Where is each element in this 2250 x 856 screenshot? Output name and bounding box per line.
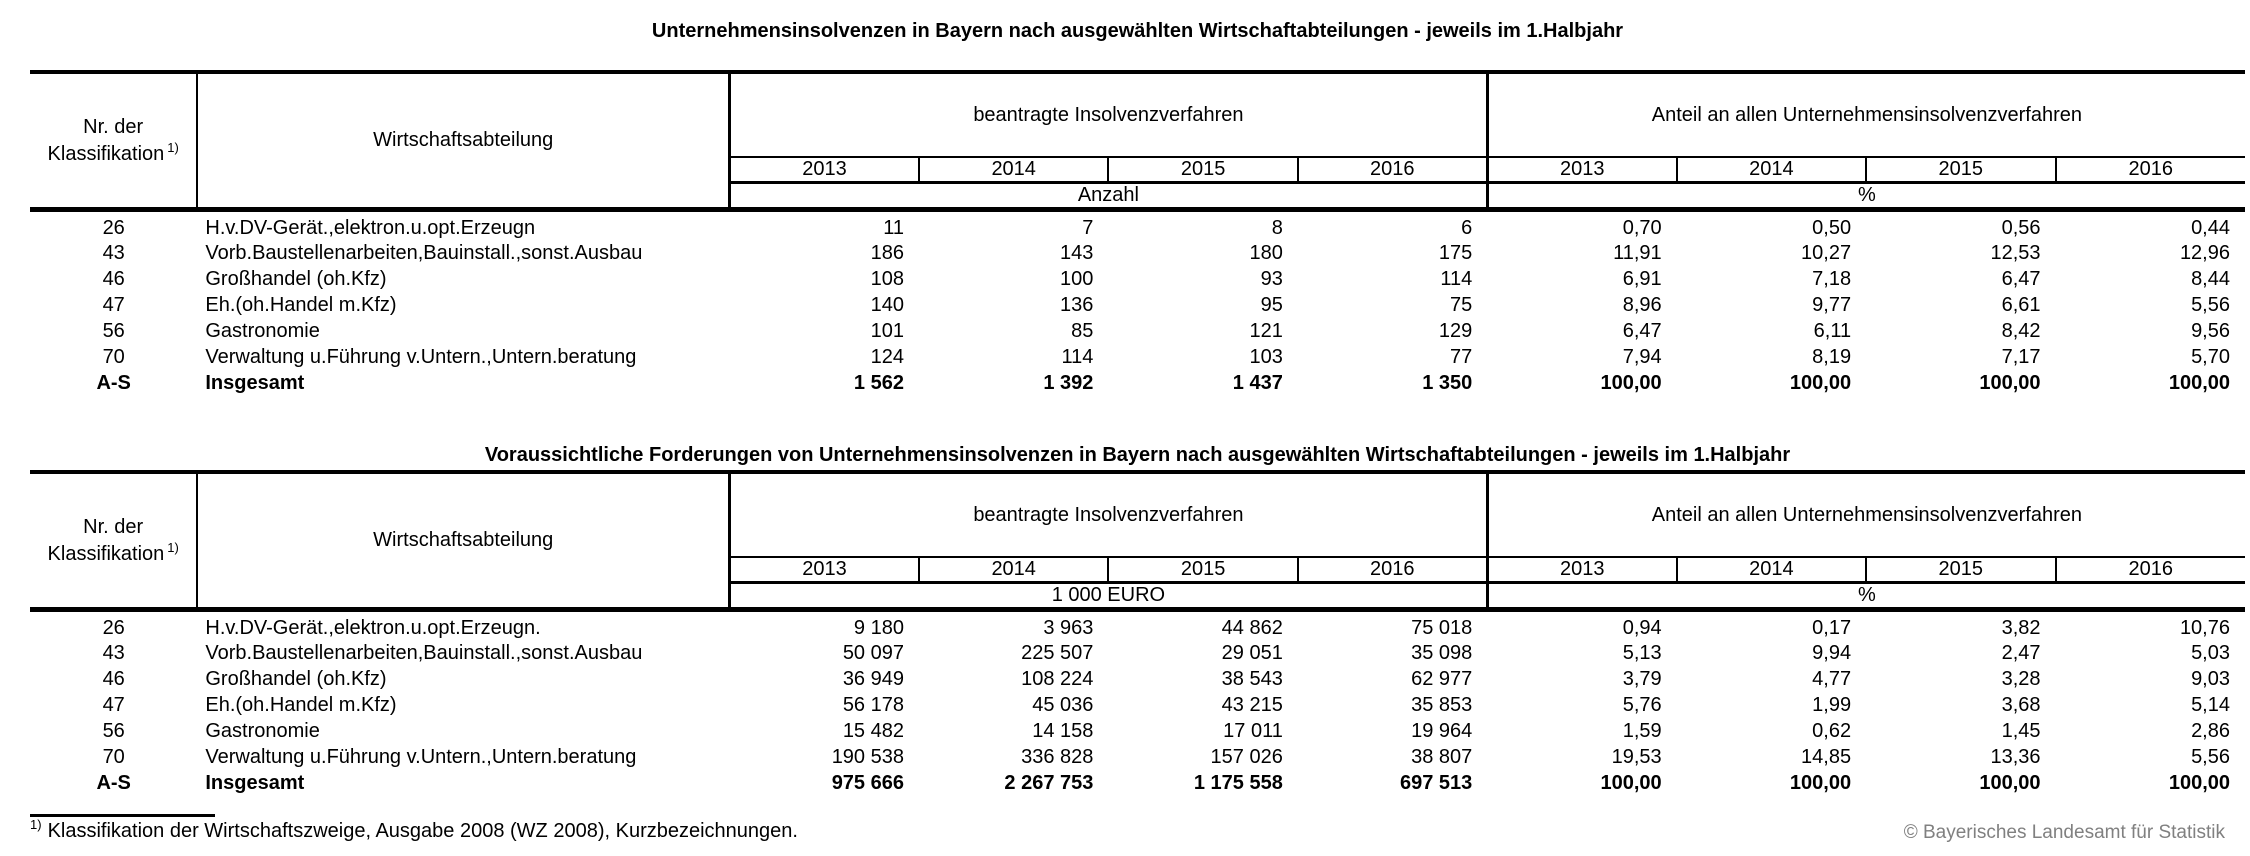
sector-label: H.v.DV-Gerät.,elektron.u.opt.Erzeugn [205, 217, 536, 239]
value-cell: 0,17 [1812, 617, 1852, 639]
table-row [30, 240, 2245, 266]
table-header [30, 472, 2245, 610]
value-cell: 5,56 [2191, 293, 2230, 316]
classification-header-line1: Nr. der [83, 515, 144, 538]
sector-label: Vorb.Baustellenarbeiten,Bauinstall.,sonst.Ausbau [205, 641, 643, 664]
value-cell: 9,94 [1812, 641, 1852, 664]
group-header-share: Anteil an allen Unternehmensinsolvenzverfahren [1487, 72, 2245, 157]
year-header: 2013 [730, 157, 919, 183]
value-cell: 93 [1260, 267, 1283, 290]
value-cell: 143 [1060, 241, 1094, 264]
group-header-counts: beantragte Insolvenzverfahren [730, 472, 1488, 557]
sector-label: Großhandel (oh.Kfz) [205, 667, 387, 690]
value-cell: 100 [1060, 267, 1094, 290]
classification-number: 26 [102, 617, 125, 639]
value-cell: 8,19 [1812, 345, 1852, 368]
sector-column-header: Wirtschaftsabteilung [197, 472, 729, 610]
group-header-counts: beantragte Insolvenzverfahren [730, 72, 1488, 157]
value-cell: 180 [1249, 241, 1283, 264]
value-cell: 9,56 [2191, 319, 2230, 342]
value-cell: 1,45 [2001, 719, 2041, 742]
sector-label: Eh.(oh.Handel m.Kfz) [205, 293, 397, 316]
sector-label: Verwaltung u.Führung v.Untern.,Untern.beratung [205, 345, 637, 368]
classification-number: A-S [96, 371, 131, 394]
value-cell: 5,14 [2191, 693, 2230, 716]
value-cell: 100,00 [1600, 771, 1662, 794]
year-header: 2015 [1108, 557, 1297, 583]
year-header: 2015 [1866, 157, 2055, 183]
value-cell: 100,00 [2168, 371, 2230, 394]
value-cell: 190 538 [831, 745, 904, 768]
sector-label: Verwaltung u.Führung v.Untern.,Untern.beratung [205, 745, 637, 768]
value-cell: 95 [1260, 293, 1283, 316]
year-header: 2016 [1298, 157, 1487, 183]
table-title-claims: Voraussichtliche Forderungen von Unternehmensinsolvenzen in Bayern nach ausgewählten Wirtschaftabteilungen - jeweils im 1.Halbjahr [484, 444, 1791, 466]
classification-number: 70 [102, 345, 125, 368]
value-cell: 36 949 [842, 667, 904, 690]
unit-header-euro: 1 000 EURO [730, 583, 1488, 610]
value-cell: 2,86 [2191, 719, 2230, 742]
value-cell: 975 666 [831, 771, 904, 794]
value-cell: 35 853 [1411, 693, 1473, 716]
value-cell: 1 350 [1422, 371, 1473, 394]
value-cell: 157 026 [1210, 745, 1283, 768]
year-header: 2016 [2056, 557, 2245, 583]
value-cell: 7,18 [1812, 267, 1852, 290]
value-cell: 15 482 [842, 719, 904, 742]
value-cell: 6,47 [1622, 319, 1662, 342]
value-cell: 108 224 [1021, 667, 1094, 690]
value-cell: 5,56 [2191, 745, 2230, 768]
value-cell: 1 437 [1232, 371, 1283, 394]
value-cell: 35 098 [1411, 641, 1473, 664]
value-cell: 100,00 [1789, 771, 1852, 794]
table-body [30, 210, 2245, 397]
value-cell: 19,53 [1611, 745, 1662, 768]
value-cell: 0,56 [2001, 217, 2041, 239]
sector-label: Gastronomie [205, 719, 320, 742]
value-cell: 8,42 [2001, 319, 2041, 342]
value-cell: 7,94 [1622, 345, 1662, 368]
value-cell: 100,00 [1600, 371, 1662, 394]
value-cell: 9,77 [1812, 293, 1852, 316]
value-cell: 44 862 [1221, 617, 1283, 639]
year-header: 2015 [1866, 557, 2055, 583]
year-header: 2014 [1677, 157, 1866, 183]
sector-label: Insgesamt [205, 371, 305, 394]
footnote-ref: 1) [167, 139, 179, 155]
value-cell: 17 011 [1223, 719, 1283, 742]
year-header: 2014 [919, 157, 1108, 183]
value-cell: 5,76 [1622, 693, 1662, 716]
value-cell: 12,53 [1990, 241, 2041, 264]
value-cell: 124 [870, 345, 904, 368]
value-cell: 56 178 [842, 693, 904, 716]
value-cell: 50 097 [842, 641, 904, 664]
classification-number: 26 [102, 217, 125, 239]
value-cell: 103 [1249, 345, 1283, 368]
value-cell: 45 036 [1032, 693, 1094, 716]
value-cell: 3,68 [2001, 693, 2041, 716]
header-row-groups [30, 472, 2245, 557]
value-cell: 9,03 [2191, 667, 2230, 690]
value-cell: 1,99 [1812, 693, 1852, 716]
value-cell: 0,94 [1622, 617, 1662, 639]
value-cell: 175 [1438, 241, 1473, 264]
value-cell: 129 [1438, 319, 1473, 342]
sector-label: Großhandel (oh.Kfz) [205, 267, 387, 290]
copyright-notice: © Bayerisches Landesamt für Statistik [1903, 822, 2225, 843]
value-cell: 6,61 [2001, 293, 2041, 316]
footnote-ref: 1) [167, 539, 179, 555]
value-cell: 6,91 [1622, 267, 1662, 290]
sector-column-header: Wirtschaftsabteilung [197, 72, 729, 210]
value-cell: 5,13 [1622, 641, 1662, 664]
value-cell: 5,70 [2191, 345, 2230, 368]
classification-number: 43 [102, 641, 125, 664]
value-cell: 336 828 [1021, 745, 1094, 768]
table-total-row [30, 370, 2245, 396]
year-header: 2013 [1487, 557, 1676, 583]
value-cell: 225 507 [1021, 641, 1094, 664]
value-cell: 0,70 [1622, 217, 1662, 239]
year-header: 2016 [2056, 157, 2245, 183]
value-cell: 14 158 [1032, 719, 1094, 742]
insolvency-count-table [30, 70, 2245, 396]
value-cell: 100,00 [1979, 771, 2041, 794]
value-cell: 8 [1271, 217, 1283, 239]
classification-column-header [30, 72, 197, 210]
value-cell: 136 [1060, 293, 1094, 316]
value-cell: 114 [1061, 345, 1094, 368]
unit-header-percent: % [1487, 583, 2245, 610]
value-cell: 140 [870, 293, 904, 316]
year-header: 2015 [1108, 157, 1297, 183]
value-cell: 100,00 [1789, 371, 1852, 394]
year-header: 2016 [1298, 557, 1487, 583]
header-row-groups [30, 72, 2245, 157]
value-cell: 3,79 [1622, 667, 1662, 690]
value-cell: 0,44 [2191, 217, 2230, 239]
table-row [30, 640, 2245, 666]
value-cell: 43 215 [1221, 693, 1283, 716]
value-cell: 5,03 [2191, 641, 2230, 664]
table-header [30, 72, 2245, 210]
classification-number: 70 [102, 745, 125, 768]
value-cell: 8,96 [1622, 293, 1662, 316]
classification-column-header [30, 472, 197, 610]
value-cell: 38 543 [1221, 667, 1283, 690]
value-cell: 3 963 [1043, 617, 1094, 639]
value-cell: 3,28 [2001, 667, 2041, 690]
value-cell: 11 [883, 217, 904, 239]
footnote-divider [30, 814, 215, 817]
table-row [30, 718, 2245, 744]
table-row [30, 292, 2245, 318]
classification-number: 56 [102, 719, 125, 742]
sector-label: Vorb.Baustellenarbeiten,Bauinstall.,sonst.Ausbau [205, 241, 643, 264]
classification-number: 46 [102, 267, 125, 290]
table-row [30, 692, 2245, 718]
value-cell: 6 [1461, 217, 1473, 239]
footnote-marker: 1) [30, 817, 42, 833]
sector-label: Eh.(oh.Handel m.Kfz) [205, 693, 397, 716]
value-cell: 75 018 [1411, 617, 1473, 639]
value-cell: 29 051 [1221, 641, 1283, 664]
value-cell: 38 807 [1411, 745, 1473, 768]
value-cell: 186 [870, 241, 904, 264]
value-cell: 1,59 [1622, 719, 1662, 742]
classification-number: 47 [102, 693, 125, 716]
value-cell: 10,27 [1801, 241, 1852, 264]
sector-label: H.v.DV-Gerät.,elektron.u.opt.Erzeugn. [205, 617, 541, 639]
value-cell: 1 392 [1043, 371, 1094, 394]
value-cell: 75 [1450, 293, 1473, 316]
value-cell: 7,17 [2001, 345, 2041, 368]
classification-header-line2: Klassifikation [47, 142, 165, 165]
value-cell: 6,47 [2001, 267, 2041, 290]
claims-table [30, 470, 2245, 796]
sector-label: Insgesamt [205, 771, 305, 794]
value-cell: 10,76 [2179, 617, 2230, 639]
value-cell: 19 964 [1411, 719, 1473, 742]
table-title-insolvencies: Unternehmensinsolvenzen in Bayern nach ausgewählten Wirtschaftabteilungen - jeweils im 1.Halbjahr [651, 20, 1624, 42]
value-cell: 101 [870, 319, 904, 342]
value-cell: 100,00 [2168, 771, 2230, 794]
value-cell: 1 562 [853, 371, 904, 394]
classification-number: 43 [102, 241, 125, 264]
sector-label: Gastronomie [205, 319, 320, 342]
value-cell: 2 267 753 [1004, 771, 1094, 794]
classification-number: 46 [102, 667, 125, 690]
value-cell: 85 [1071, 319, 1094, 342]
group-header-share: Anteil an allen Unternehmensinsolvenzverfahren [1487, 472, 2245, 557]
year-header: 2013 [730, 557, 919, 583]
table-body [30, 610, 2245, 797]
table-row [30, 344, 2245, 370]
classification-header-line1: Nr. der [83, 115, 144, 138]
value-cell: 697 513 [1399, 771, 1473, 794]
table-row [30, 610, 2245, 641]
value-cell: 14,85 [1801, 745, 1852, 768]
value-cell: 0,62 [1812, 719, 1852, 742]
value-cell: 13,36 [1990, 745, 2041, 768]
year-header: 2013 [1487, 157, 1676, 183]
value-cell: 2,47 [2001, 641, 2041, 664]
value-cell: 108 [870, 267, 904, 290]
table-row [30, 318, 2245, 344]
classification-number: 56 [102, 319, 125, 342]
classification-number: A-S [96, 771, 131, 794]
value-cell: 100,00 [1979, 371, 2041, 394]
value-cell: 9 180 [853, 617, 904, 639]
table-row [30, 744, 2245, 770]
value-cell: 6,11 [1813, 319, 1852, 342]
year-header: 2014 [1677, 557, 1866, 583]
footnote [30, 817, 798, 843]
value-cell: 11,91 [1613, 241, 1662, 264]
value-cell: 4,77 [1812, 667, 1852, 690]
value-cell: 7 [1082, 217, 1094, 239]
table-row [30, 210, 2245, 241]
table-row [30, 666, 2245, 692]
year-header: 2014 [919, 557, 1108, 583]
value-cell: 77 [1450, 345, 1473, 368]
value-cell: 114 [1440, 267, 1473, 290]
value-cell: 121 [1249, 319, 1283, 342]
classification-number: 47 [102, 293, 125, 316]
value-cell: 62 977 [1411, 667, 1473, 690]
value-cell: 1 175 558 [1193, 771, 1283, 794]
value-cell: 3,82 [2001, 617, 2041, 639]
footnote-text: Klassifikation der Wirtschaftszweige, Ausgabe 2008 (WZ 2008), Kurzbezeichnungen. [47, 820, 798, 842]
classification-header-line2: Klassifikation [47, 542, 165, 565]
value-cell: 12,96 [2179, 241, 2230, 264]
table-row [30, 266, 2245, 292]
unit-header-count: Anzahl [730, 183, 1488, 210]
table-total-row [30, 770, 2245, 796]
value-cell: 0,50 [1812, 217, 1852, 239]
value-cell: 8,44 [2191, 267, 2230, 290]
unit-header-percent: % [1487, 183, 2245, 210]
